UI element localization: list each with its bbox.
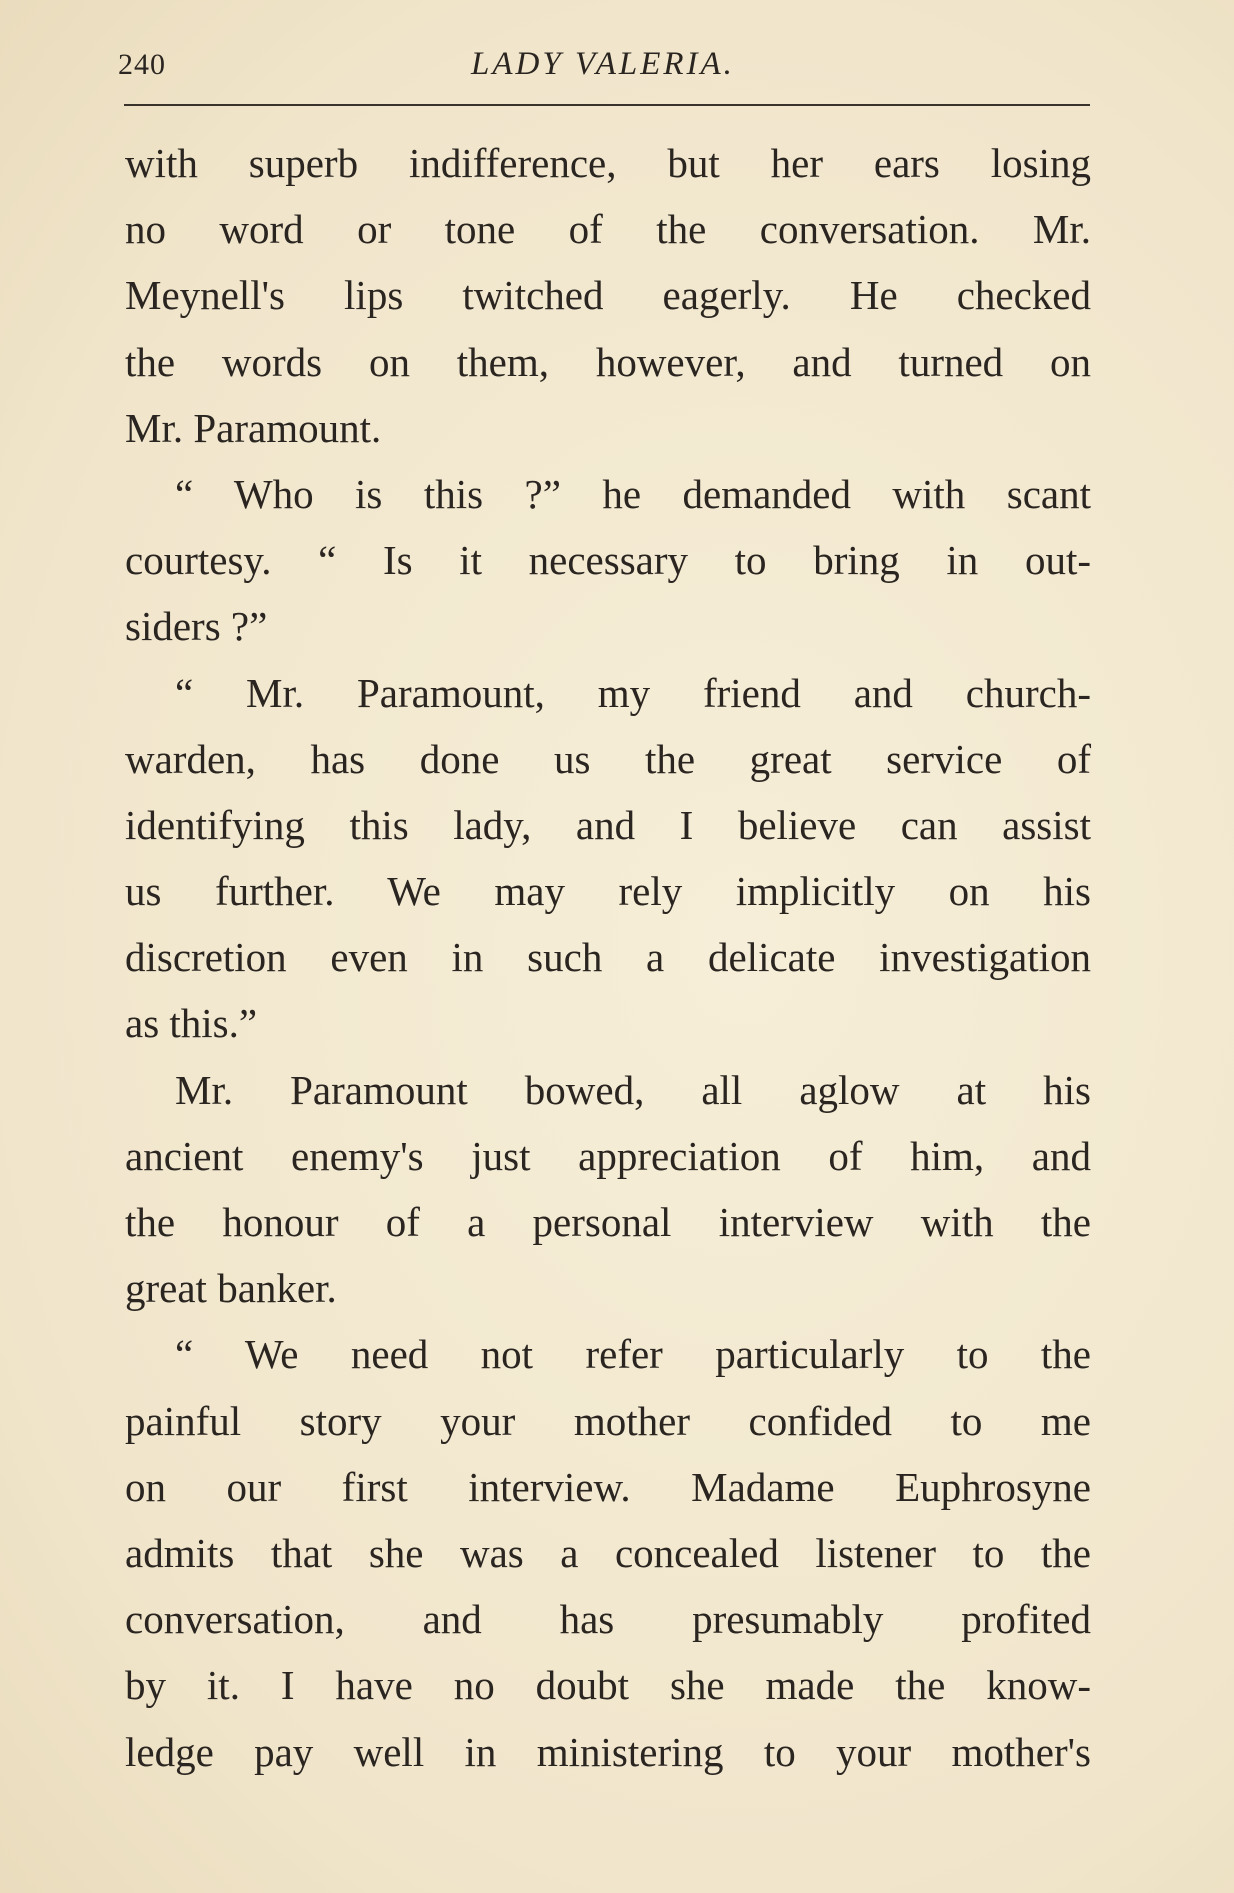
text-line: identifying this lady, and I believe can assist <box>125 801 1091 848</box>
text-line: by it. I have no doubt she made the know- <box>125 1662 1091 1709</box>
text-line: ancient enemy's just appreciation of him, and <box>125 1132 1091 1179</box>
text-line: “ Mr. Paramount, my friend and church- <box>175 669 1091 716</box>
header-rule <box>124 104 1090 106</box>
text-line: “ We need not refer particularly to the <box>175 1331 1091 1378</box>
text-line: the words on them, however, and turned on <box>125 338 1091 385</box>
text-line: Mr. Paramount bowed, all aglow at his <box>175 1066 1091 1113</box>
text-line: great banker. <box>125 1265 337 1312</box>
text-line: us further. We may rely implicitly on his <box>125 868 1091 915</box>
text-line: warden, has done us the great service of <box>125 735 1091 782</box>
page-number: 240 <box>118 48 166 81</box>
text-line: on our first interview. Madame Euphrosyne <box>125 1463 1091 1510</box>
text-line: the honour of a personal interview with the <box>125 1199 1091 1245</box>
text-line: no word or tone of the conversation. Mr. <box>125 206 1091 253</box>
body-text <box>125 130 1091 1785</box>
text-line: as this.” <box>125 1000 258 1047</box>
text-line: with superb indifference, but her ears losing <box>125 140 1091 186</box>
text-line: painful story your mother confided to me <box>125 1397 1091 1444</box>
text-line: Mr. Paramount. <box>125 404 382 451</box>
text-line: admits that she was a concealed listener to the <box>125 1529 1091 1576</box>
text-line: conversation, and has presumably profited <box>125 1596 1091 1643</box>
text-line: Meynell's lips twitched eagerly. He checked <box>125 272 1091 319</box>
text-line: discretion even in such a delicate investigation <box>125 934 1091 981</box>
text-line: ledge pay well in ministering to your mother's <box>125 1728 1091 1775</box>
text-line: “ Who is this ?” he demanded with scant <box>175 470 1091 517</box>
text-line: siders ?” <box>125 603 268 650</box>
text-line: courtesy. “ Is it necessary to bring in out- <box>125 537 1091 584</box>
running-title: LADY VALERIA. <box>471 46 735 82</box>
page-header <box>118 40 1088 90</box>
